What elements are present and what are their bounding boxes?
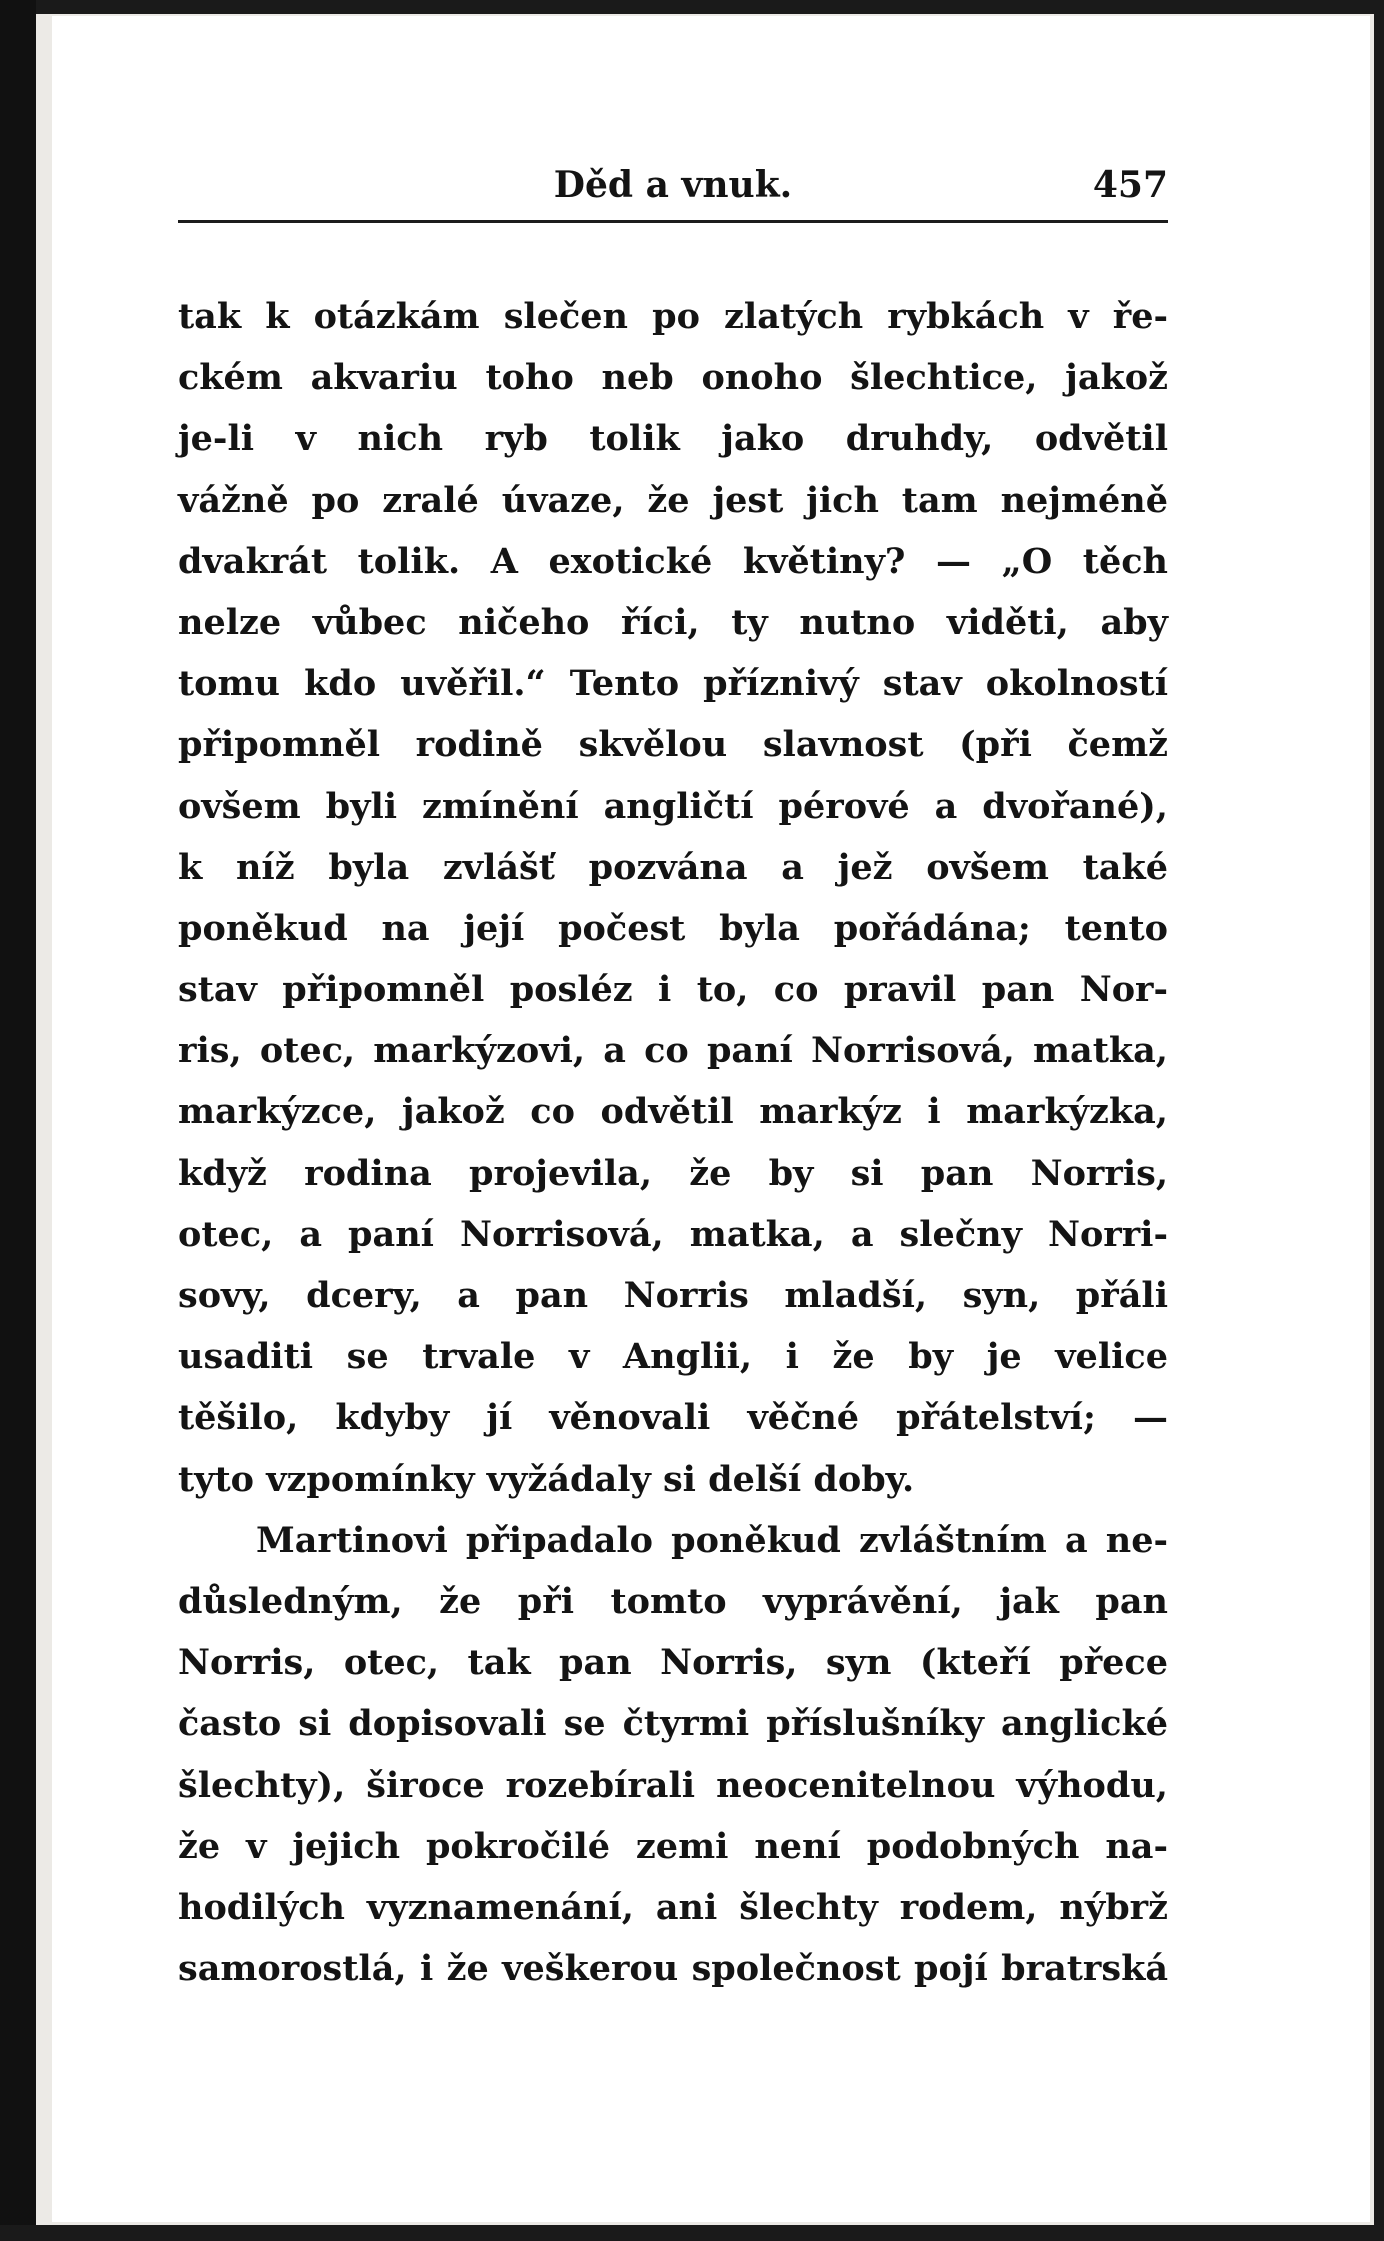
scan-right-border (1374, 0, 1384, 2241)
page-number: 457 (1092, 164, 1168, 206)
text-line: že v jejich pokročilé zemi není podobných na- (178, 1825, 1168, 1867)
text-line: ris, otec, markýzovi, a co paní Norrisová, matka, (178, 1030, 1168, 1072)
text-line: vážně po zralé úvaze, že jest jich tam nejméně (178, 479, 1168, 521)
paragraph-2 (178, 1510, 1168, 2000)
text-line: otec, a paní Norrisová, matka, a slečny Norri- (178, 1213, 1168, 1255)
scan-top-border (0, 0, 1384, 14)
paragraph-1 (178, 286, 1168, 1510)
text-line: tak k otázkám slečen po zlatých rybkách v ře- (178, 296, 1168, 337)
text-line: markýzce, jakož co odvětil markýz i markýzka, (178, 1091, 1168, 1133)
text-line: sovy, dcery, a pan Norris mladší, syn, přáli (178, 1275, 1168, 1316)
text-line: Norris, otec, tak pan Norris, syn (kteří přece (178, 1642, 1168, 1684)
text-line: samorostlá, i že veškerou společnost pojí bratrská (178, 1948, 1168, 1990)
text-line: připomněl rodině skvělou slavnost (při čemž (178, 724, 1168, 766)
text-line: ovšem byli zmínění angličtí pérové a dvořané), (178, 785, 1168, 827)
text-line: šlechty), široce rozebírali neocenitelnou výhodu, (178, 1764, 1168, 1806)
header-rule (178, 220, 1168, 223)
text-line: k níž byla zvlášť pozvána a jež ovšem také (178, 846, 1168, 888)
text-line: tomu kdo uvěřil.“ Tento příznivý stav okolností (178, 663, 1168, 705)
text-line: důsledným, že při tomto vyprávění, jak pan (178, 1580, 1168, 1622)
scan-left-border (0, 0, 36, 2241)
text-line: stav připomněl posléz i to, co pravil pan Nor- (178, 969, 1168, 1011)
text-line: často si dopisovali se čtyrmi příslušníky anglické (178, 1703, 1168, 1745)
text-line: poněkud na její počest byla pořádána; tento (178, 907, 1168, 949)
text-line: tyto vzpomínky vyžádaly si delší doby. (178, 1458, 915, 1500)
text-line: usaditi se trvale v Anglii, i že by je velice (178, 1336, 1168, 1378)
running-title: Děd a vnuk. (553, 164, 793, 206)
text-line: když rodina projevila, že by si pan Norris, (178, 1152, 1168, 1194)
body-text (178, 286, 1168, 1999)
running-header (178, 160, 1168, 216)
text-line: je-li v nich ryb tolik jako druhdy, odvětil (178, 418, 1168, 460)
text-line: těšilo, kdyby jí věnovali věčné přátelství; — (178, 1397, 1168, 1439)
text-line: nelze vůbec ničeho říci, ty nutno viděti, aby (178, 601, 1168, 643)
text-line: hodilých vyznamenání, ani šlechty rodem, nýbrž (178, 1886, 1168, 1928)
scan-bottom-border (0, 2225, 1384, 2241)
text-line: Martinovi připadalo poněkud zvláštním a ne- (256, 1519, 1168, 1561)
text-line: ckém akvariu toho neb onoho šlechtice, jakož (178, 357, 1168, 399)
text-line: dvakrát tolik. A exotické květiny? — „O těch (178, 540, 1168, 582)
